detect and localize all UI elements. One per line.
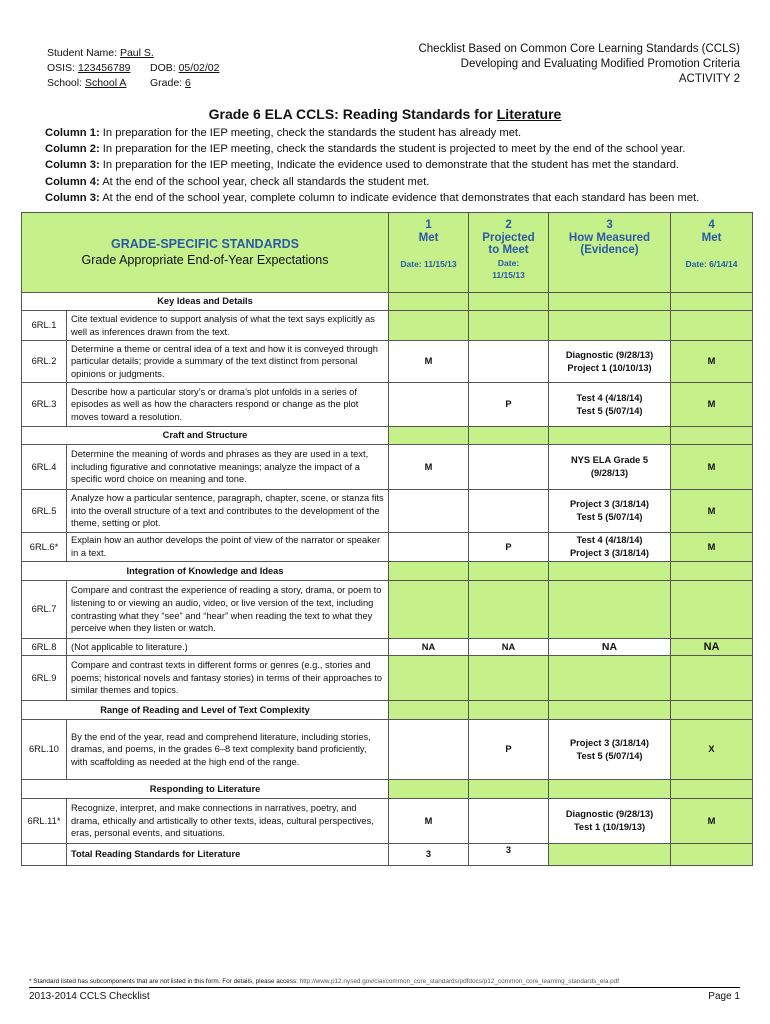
section-heading: Craft and Structure xyxy=(22,427,389,445)
table-header-row xyxy=(22,213,753,293)
table-row: 6RL.8 (Not applicable to literature.) NA NA NA NA xyxy=(22,639,753,656)
total-label: Total Reading Standards for Literature xyxy=(67,844,389,866)
column-instruction: Column 3: At the end of the school year, complete column to indicate evidence that demonstrates that each standard has been met. xyxy=(45,191,700,204)
heading-line-2: Developing and Evaluating Modified Promotion Criteria xyxy=(460,58,740,70)
footnote: * Standard listed has subcomponents that are not listed in this form. For details, please access: http://www.p12.nysed.gov/ciai/common_core_standards/pdfdocs/p12_common_core_learning_standards_ela.pdf xyxy=(29,978,620,985)
total-column-1: 3 xyxy=(389,844,469,866)
footer-divider xyxy=(29,987,740,988)
table-row: 6RL.5 Analyze how a particular sentence, paragraph, chapter, scene, or stanza fits into the overall structure of a text and contributes to the development of the theme, setting or plot. Project 3 (3/18/14) Test 5 (5/07/14) M xyxy=(22,490,753,533)
column-1-header: 1 Met Date: 11/15/13 xyxy=(389,213,469,293)
dob-label: DOB: xyxy=(150,62,176,74)
table-row: 6RL.10 By the end of the year, read and comprehend literature, including stories, dramas, and poems, in the grades 6–8 text complexity band proficiently, with scaffolding as needed at the high end of the range. P Project 3 (3/18/14) Test 5 (5/07/14) X xyxy=(22,720,753,780)
column-3-header: 3 How Measured (Evidence) xyxy=(549,213,671,293)
table-row: 6RL.11* Recognize, interpret, and make connections in narratives, poetry, and drama, ethically and artistically to other texts, ideas, cultural perspectives, eras, personal events, and situations. M Diagnostic (9/28/13) Test 1 (10/19/13) M xyxy=(22,799,753,844)
column-instructions xyxy=(45,125,699,206)
column-instruction: Column 2: In preparation for the IEP meeting, check the standards the student is projected to meet by the end of the school year. xyxy=(45,143,686,156)
section-heading: Range of Reading and Level of Text Complexity xyxy=(22,701,389,720)
footer-title: 2013-2014 CCLS Checklist xyxy=(29,991,150,1002)
student-info xyxy=(47,46,219,91)
column-instruction: Column 1: In preparation for the IEP meeting, check the standards the student has already met. xyxy=(45,127,522,139)
title-prefix: Grade 6 ELA CCLS: Reading Standards for xyxy=(208,106,497,122)
heading-line-1: Checklist Based on Common Core Learning Standards (CCLS) xyxy=(418,43,740,55)
title-underlined: Literature xyxy=(496,106,562,122)
table-row: 6RL.7 Compare and contrast the experience of reading a story, drama, or poem to listening to or viewing an audio, video, or live version of the text, including contrasting what they “see” and “hear” when reading the text to what they perceive when they listen or watch. xyxy=(22,581,753,639)
heading-line-3: ACTIVITY 2 xyxy=(678,73,740,85)
school-label: School: xyxy=(47,77,83,89)
standards-header-subtitle: Grade Appropriate End-of-Year Expectations xyxy=(81,253,329,267)
standards-link[interactable]: http://www.p12.nysed.gov/ciai/common_core_standards/pdfdocs/p12_common_core_learning_standards_ela.pdf xyxy=(299,978,620,985)
column-instruction: Column 4: At the end of the school year, check all standards the student met. xyxy=(45,175,430,188)
table-row: 6RL.9 Compare and contrast texts in different forms or genres (e.g., stories and poems; historical novels and fantasy stories) in terms of their approaches to similar themes and topics. xyxy=(22,656,753,701)
standards-header-title: GRADE-SPECIFIC STANDARDS xyxy=(111,237,299,252)
school-value: School A xyxy=(84,77,127,89)
column-instruction: Column 3: In preparation for the IEP meeting, Indicate the evidence used to demonstrate that the student has met the standard. xyxy=(45,159,680,172)
grade-value: 6 xyxy=(185,77,191,89)
column-2-header: 2 Projected to Meet Date: 11/15/13 xyxy=(469,213,549,293)
page-title xyxy=(0,106,770,122)
standards-table xyxy=(21,212,753,866)
osis-value: 123456789 xyxy=(77,62,131,74)
column-4-header: 4 Met Date: 6/14/14 xyxy=(671,213,753,293)
student-name: Paul S. xyxy=(119,47,154,59)
checklist-heading xyxy=(418,42,740,87)
standards-header xyxy=(22,213,389,293)
table-row: 6RL.3 Describe how a particular story’s or drama’s plot unfolds in a series of episodes as well as how the characters respond or change as the plot moves toward a resolution. P Test 4 (4/18/14) Test 5 (5/07/14) M xyxy=(22,383,753,427)
grade-label: Grade: xyxy=(150,77,183,89)
total-row xyxy=(22,844,753,866)
table-row: 6RL.2 Determine a theme or central idea of a text and how it is conveyed through particular details; provide a summary of the text distinct from personal opinions or judgments. M Diagnostic (9/28/13) Project 1 (10/10/13) M xyxy=(22,341,753,383)
total-column-2: 3 xyxy=(469,844,549,866)
section-heading: Key Ideas and Details xyxy=(22,293,389,311)
table-row: 6RL.1 Cite textual evidence to support analysis of what the text says explicitly as well as inferences drawn from the text. xyxy=(22,311,753,341)
dob-value: 05/02/02 xyxy=(178,62,220,74)
section-heading: Responding to Literature xyxy=(22,780,389,799)
table-row: 6RL.4 Determine the meaning of words and phrases as they are used in a text, including figurative and connotative meanings; analyze the impact of a specific word choice on meaning and tone. M NYS ELA Grade 5 (9/28/13) M xyxy=(22,445,753,490)
page-number: Page 1 xyxy=(708,991,740,1002)
table-row: 6RL.6* Explain how an author develops the point of view of the narrator or speaker in a text. P Test 4 (4/18/14) Project 3 (3/18/14) M xyxy=(22,533,753,562)
osis-label: OSIS: xyxy=(47,62,76,74)
section-heading: Integration of Knowledge and Ideas xyxy=(22,562,389,581)
student-name-label: Student Name: xyxy=(47,47,118,59)
